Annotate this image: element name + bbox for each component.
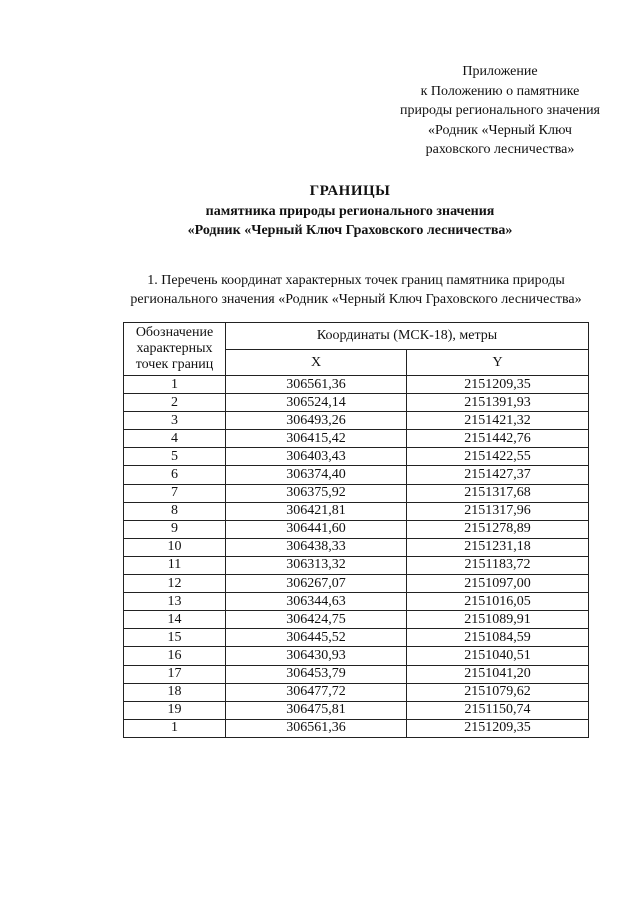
y-coordinate-cell: 2151089,91 (407, 611, 589, 629)
header-designation-line: точек границ (135, 357, 214, 372)
table-row (124, 430, 589, 448)
x-coordinate-cell: 306421,81 (226, 502, 407, 520)
x-coordinate-cell: 306453,79 (226, 665, 407, 683)
point-cell: 3 (124, 412, 226, 430)
table-row (124, 665, 589, 683)
point-cell: 5 (124, 448, 226, 466)
point-cell: 1 (124, 719, 226, 737)
table-row (124, 647, 589, 665)
table-row (124, 484, 589, 502)
point-cell: 11 (124, 556, 226, 574)
x-coordinate-cell: 306430,93 (226, 647, 407, 665)
y-coordinate-cell: 2151183,72 (407, 556, 589, 574)
appendix-line: к Положению о памятнике (420, 83, 580, 99)
appendix-line: раховского лесничества» (425, 142, 575, 157)
x-coordinate-cell: 306524,14 (226, 394, 407, 412)
table-row (124, 448, 589, 466)
x-coordinate-cell: 306493,26 (226, 412, 407, 430)
point-cell: 4 (124, 430, 226, 448)
table-row (124, 593, 589, 611)
point-cell: 2 (124, 394, 226, 412)
y-coordinate-cell: 2151041,20 (407, 665, 589, 683)
y-coordinate-cell: 2151427,37 (407, 466, 589, 484)
x-coordinate-cell: 306475,81 (226, 701, 407, 719)
section-heading (0, 271, 640, 309)
x-coordinate-cell: 306375,92 (226, 484, 407, 502)
appendix-note (360, 62, 640, 160)
x-coordinate-cell: 306445,52 (226, 629, 407, 647)
table-row (124, 629, 589, 647)
x-coordinate-cell: 306267,07 (226, 575, 407, 593)
point-cell: 16 (124, 647, 226, 665)
point-cell: 13 (124, 593, 226, 611)
point-cell: 6 (124, 466, 226, 484)
y-coordinate-cell: 2151278,89 (407, 520, 589, 538)
y-coordinate-cell: 2151079,62 (407, 683, 589, 701)
coordinates-table (123, 322, 589, 738)
y-coordinate-cell: 2151150,74 (407, 701, 589, 719)
table-body (124, 376, 589, 738)
point-cell: 19 (124, 701, 226, 719)
y-coordinate-cell: 2151209,35 (407, 376, 589, 394)
x-coordinate-cell: 306415,42 (226, 430, 407, 448)
table-row (124, 538, 589, 556)
point-cell: 12 (124, 575, 226, 593)
section-line: 1. Перечень координат характерных точек границ памятника природы (147, 273, 565, 288)
y-coordinate-cell: 2151097,00 (407, 575, 589, 593)
table-row (124, 520, 589, 538)
header-designation (124, 323, 226, 376)
appendix-line: природы регионального значения (400, 103, 600, 118)
title-main: ГРАНИЦЫ (309, 183, 391, 199)
y-coordinate-cell: 2151231,18 (407, 538, 589, 556)
point-cell: 1 (124, 376, 226, 394)
table-row (124, 502, 589, 520)
point-cell: 14 (124, 611, 226, 629)
x-coordinate-cell: 306403,43 (226, 448, 407, 466)
y-coordinate-cell: 2151084,59 (407, 629, 589, 647)
x-coordinate-cell: 306438,33 (226, 538, 407, 556)
point-cell: 15 (124, 629, 226, 647)
point-cell: 7 (124, 484, 226, 502)
table-row (124, 719, 589, 737)
title-line: «Родник «Черный Ключ Граховского лесничества» (187, 223, 513, 238)
x-coordinate-cell: 306561,36 (226, 719, 407, 737)
y-coordinate-cell: 2151317,96 (407, 502, 589, 520)
section-line: регионального значения «Родник «Черный Ключ Граховского лесничества» (130, 292, 582, 307)
header-designation-line: характерных (136, 341, 213, 356)
point-cell: 8 (124, 502, 226, 520)
table-row (124, 701, 589, 719)
y-coordinate-cell: 2151421,32 (407, 412, 589, 430)
y-coordinate-cell: 2151016,05 (407, 593, 589, 611)
table-row (124, 394, 589, 412)
x-coordinate-cell: 306344,63 (226, 593, 407, 611)
document-title (0, 182, 640, 241)
y-coordinate-cell: 2151422,55 (407, 448, 589, 466)
appendix-line: Приложение (462, 64, 538, 79)
x-coordinate-cell: 306441,60 (226, 520, 407, 538)
table-row (124, 611, 589, 629)
x-coordinate-cell: 306313,32 (226, 556, 407, 574)
table-row (124, 575, 589, 593)
table-row (124, 683, 589, 701)
header-x: X (226, 350, 407, 376)
point-cell: 9 (124, 520, 226, 538)
table-row (124, 466, 589, 484)
x-coordinate-cell: 306561,36 (226, 376, 407, 394)
appendix-line: «Родник «Черный Ключ (428, 122, 572, 138)
y-coordinate-cell: 2151442,76 (407, 430, 589, 448)
x-coordinate-cell: 306374,40 (226, 466, 407, 484)
y-coordinate-cell: 2151209,35 (407, 719, 589, 737)
table-row (124, 376, 589, 394)
point-cell: 10 (124, 538, 226, 556)
title-line: памятника природы регионального значения (205, 203, 495, 219)
header-y: Y (407, 350, 589, 376)
point-cell: 18 (124, 683, 226, 701)
x-coordinate-cell: 306477,72 (226, 683, 407, 701)
point-cell: 17 (124, 665, 226, 683)
table-row (124, 556, 589, 574)
x-coordinate-cell: 306424,75 (226, 611, 407, 629)
header-coordinates: Координаты (МСК-18), метры (226, 323, 589, 350)
y-coordinate-cell: 2151391,93 (407, 394, 589, 412)
y-coordinate-cell: 2151317,68 (407, 484, 589, 502)
y-coordinate-cell: 2151040,51 (407, 647, 589, 665)
header-designation-line: Обозначение (135, 325, 214, 340)
table-row (124, 412, 589, 430)
